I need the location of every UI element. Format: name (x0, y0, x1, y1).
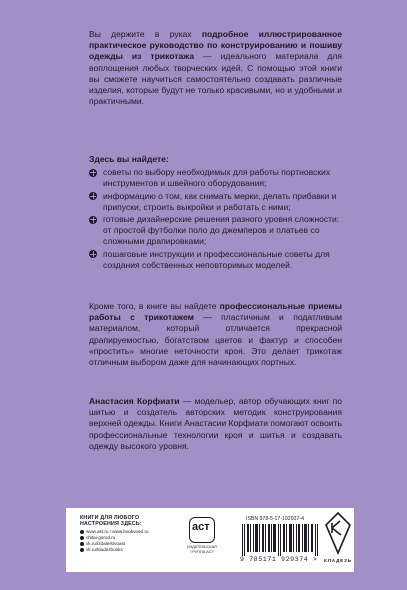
extra-paragraph (89, 301, 342, 368)
list-item-text: готовые дизайнерские решения разного уровня сложности: от простой футболки поло до джемперов и платьев со сложными драпировками; (103, 214, 340, 247)
list-item (89, 167, 342, 189)
author-bio: — модельер, автор обучающих книг по шитью и создатель авторских методик конструирования верхней одежды. Книги Анастасии Корфиати помогают освоить профессиональные технологии кроя и шитья и создавать одежду высокого уровня. (89, 396, 343, 451)
imprint-name: КЛАДЕЗЬ (324, 558, 352, 563)
footer-link-text: www.ast.ru / www.bookvoed.ru (86, 529, 149, 534)
footer-link-text: chitai-gorod.ru (86, 535, 116, 541)
list-item-text: пошаговые инструкции и профессиональные советы для создания собственных неповторимых моделей. (103, 248, 330, 270)
publisher-name (182, 545, 222, 554)
footer-links (80, 529, 149, 553)
author-paragraph (89, 396, 342, 452)
list-item (89, 249, 342, 271)
barcode-number: 9 785171 929374 > (240, 556, 318, 563)
footer-link-text: vk.ru/kladezbooks (86, 547, 123, 553)
features-list (89, 167, 342, 271)
kladez-diamond-icon (324, 511, 352, 555)
intro-text-bold: подробное иллюстрированное практическое руководство по конструированию и пошиву одежды из трикотажа (89, 29, 342, 62)
plus-circle-icon (89, 250, 97, 258)
publisher-logo-text: аст (192, 521, 210, 533)
features-heading: Здесь вы найдете: (89, 154, 169, 164)
intro-paragraph (89, 29, 342, 107)
slogan-line: НАСТРОЕНИЯ ЗДЕСЬ: (80, 521, 142, 528)
intro-text-start: Вы держите в руках (89, 29, 202, 39)
publisher-name-line: ИЗДАТЕЛЬСКАЯ (187, 545, 217, 549)
slogan-line: КНИГИ ДЛЯ ЛЮБОГО (80, 515, 140, 521)
list-item-text: советы по выбору необходимых для работы портновских инструментов и швейного оборудования; (103, 167, 331, 189)
plus-circle-icon (89, 192, 97, 200)
footer-link-text: vk.ru/izdatelstvoast (86, 541, 126, 547)
barcode (242, 524, 320, 556)
footer-slogan (80, 515, 142, 527)
plus-circle-icon (89, 216, 97, 224)
isbn-label: ISBN 978-5-17-192937-4 (246, 516, 304, 522)
extra-text-start: Кроме того, в книге вы найдете (89, 301, 220, 311)
globe-icon (80, 530, 84, 534)
publisher-name-line: ГРУППА АСТ (190, 549, 214, 554)
vk-icon (80, 542, 84, 546)
features-section (89, 154, 342, 272)
intro-text-end: — идеального материала для воплощения любых творческих идей. С помощью этой книги вы сможете научиться самостоятельно создавать различные изделия, которые будут не только красивыми, но и удобными и практичными. (89, 51, 343, 107)
vk-icon (80, 548, 84, 552)
list-item (89, 191, 342, 213)
plus-circle-icon (89, 169, 97, 177)
extra-text-end: — пластичным и податливым материалом, который отличается прекрасной драпируемостью, богатством цветов и фактур и способен «простить» многие неточности кроя. Это делает трикотаж отличным выбором даже для начинающих портных. (89, 312, 342, 368)
author-name: Анастасия Корфиати (89, 396, 180, 406)
publisher-logo (182, 517, 222, 565)
ast-logo-icon (189, 517, 215, 543)
footer-box (66, 508, 354, 572)
imprint-logo (324, 511, 352, 569)
footer-link[interactable] (80, 547, 149, 553)
list-item-text: информацию о том, как снимать мерки, делать прибавки и припуски, строить выкройки и работать с ними; (103, 190, 337, 212)
extra-text-bold: профессиональные приемы работы с трикотажем (89, 301, 342, 323)
globe-icon (80, 536, 84, 540)
list-item (89, 214, 342, 248)
